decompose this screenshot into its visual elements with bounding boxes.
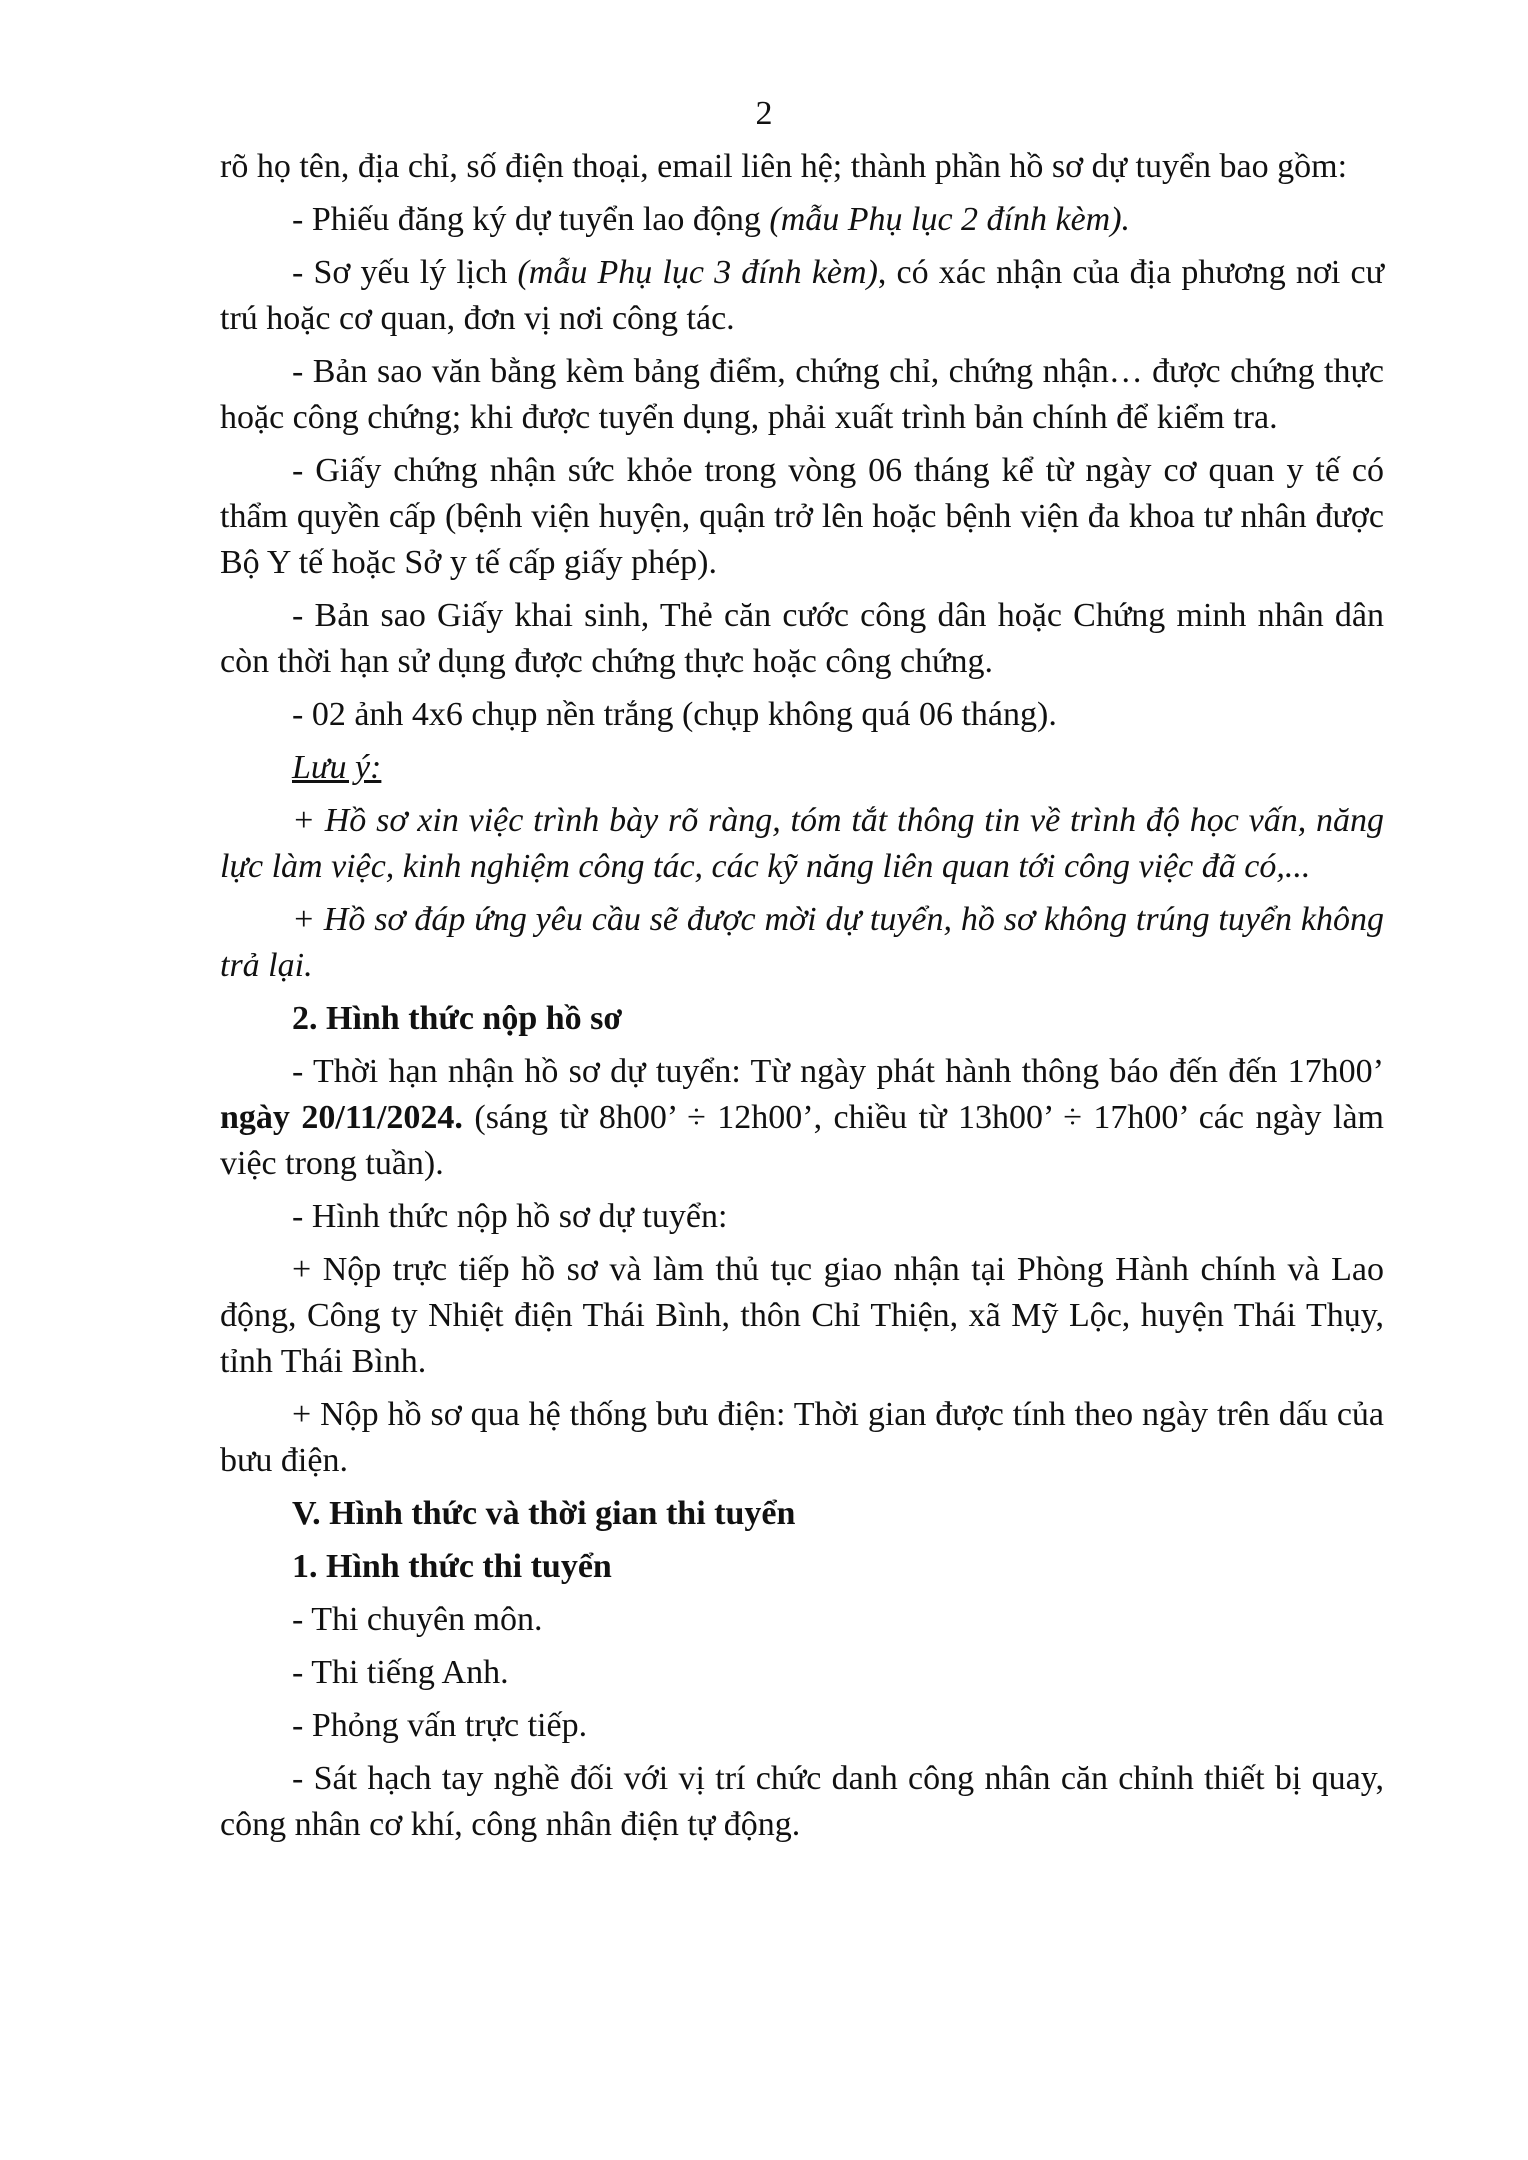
note-label: Lưu ý: (292, 749, 382, 786)
paragraph-submission-methods: - Hình thức nộp hồ sơ dự tuyển: (292, 1198, 728, 1235)
cv-note: (mẫu Phụ lục 3 đính kèm) (517, 254, 878, 291)
paragraph-photos: - 02 ảnh 4x6 chụp nền trắng (chụp không quá 06 tháng). (292, 696, 1057, 733)
heading-exam-form: 1. Hình thức thi tuyển (292, 1548, 612, 1585)
exam-item-professional: - Thi chuyên môn. (292, 1601, 543, 1638)
heading-section-v: V. Hình thức và thời gian thi tuyển (292, 1495, 796, 1532)
deadline-date: ngày 20/11/2024. (220, 1099, 463, 1136)
paragraph-registration-form (220, 197, 1384, 243)
paragraph-health-certificate: - Giấy chứng nhận sức khỏe trong vòng 06 tháng kể từ ngày cơ quan y tế có thẩm quyền cấp (bệnh viện huyện, quận trở lên hoặc bệnh viện đa khoa tư nhân được Bộ Y tế hoặc Sở y tế cấp giấy phép). (220, 452, 1384, 581)
note-label-paragraph (220, 745, 1384, 791)
document-body (220, 144, 1384, 1855)
exam-item-skill-test: - Sát hạch tay nghề đối với vị trí chức danh công nhân căn chỉnh thiết bị quay, công nhân cơ khí, công nhân điện tự động. (220, 1760, 1384, 1843)
deadline-text: - Thời hạn nhận hồ sơ dự tuyển: Từ ngày phát hành thông báo đến đến 17h00’ (292, 1053, 1384, 1090)
note-item-1: + Hồ sơ xin việc trình bày rõ ràng, tóm tắt thông tin về trình độ học vấn, năng lực làm việc, kinh nghiệm công tác, các kỹ năng liên quan tới công việc đã có,... (220, 802, 1384, 885)
paragraph-birth-certificate: - Bản sao Giấy khai sinh, Thẻ căn cước công dân hoặc Chứng minh nhân dân còn thời hạn sử dụng được chứng thực hoặc công chứng. (220, 597, 1384, 680)
heading-submission-method: 2. Hình thức nộp hồ sơ (292, 1000, 623, 1037)
cv-text: - Sơ yếu lý lịch (292, 254, 518, 291)
cv-text-rest: , có xác nhận của địa phương nơi cư trú hoặc cơ quan, đơn vị nơi công tác. (220, 254, 1384, 337)
paragraph-cv (220, 250, 1384, 342)
page-number: 2 (755, 95, 773, 132)
paragraph-deadline (220, 1049, 1384, 1187)
deadline-hours: (sáng từ 8h00’ ÷ 12h00’, chiều từ 13h00’ ÷ 17h00’ các ngày làm việc trong tuần). (220, 1099, 1384, 1182)
exam-item-english: - Thi tiếng Anh. (292, 1654, 509, 1691)
paragraph-documents-intro: rõ họ tên, địa chỉ, số điện thoại, email liên hệ; thành phần hồ sơ dự tuyển bao gồm: (220, 148, 1348, 185)
paragraph-submit-post: + Nộp hồ sơ qua hệ thống bưu điện: Thời gian được tính theo ngày trên dấu của bưu điện. (220, 1396, 1384, 1479)
registration-form-text: - Phiếu đăng ký dự tuyển lao động (292, 201, 770, 238)
paragraph-submit-direct: + Nộp trực tiếp hồ sơ và làm thủ tục giao nhận tại Phòng Hành chính và Lao động, Công ty Nhiệt điện Thái Bình, thôn Chỉ Thiện, xã Mỹ Lộc, huyện Thái Thụy, tỉnh Thái Bình. (220, 1251, 1384, 1380)
exam-item-interview: - Phỏng vấn trực tiếp. (292, 1707, 588, 1744)
note-item-2: + Hồ sơ đáp ứng yêu cầu sẽ được mời dự tuyển, hồ sơ không trúng tuyển không trả lại. (220, 901, 1384, 984)
paragraph-diplomas: - Bản sao văn bằng kèm bảng điểm, chứng chỉ, chứng nhận… được chứng thực hoặc công chứng; khi được tuyển dụng, phải xuất trình bản chính để kiểm tra. (220, 353, 1384, 436)
registration-form-note: (mẫu Phụ lục 2 đính kèm). (769, 201, 1131, 238)
